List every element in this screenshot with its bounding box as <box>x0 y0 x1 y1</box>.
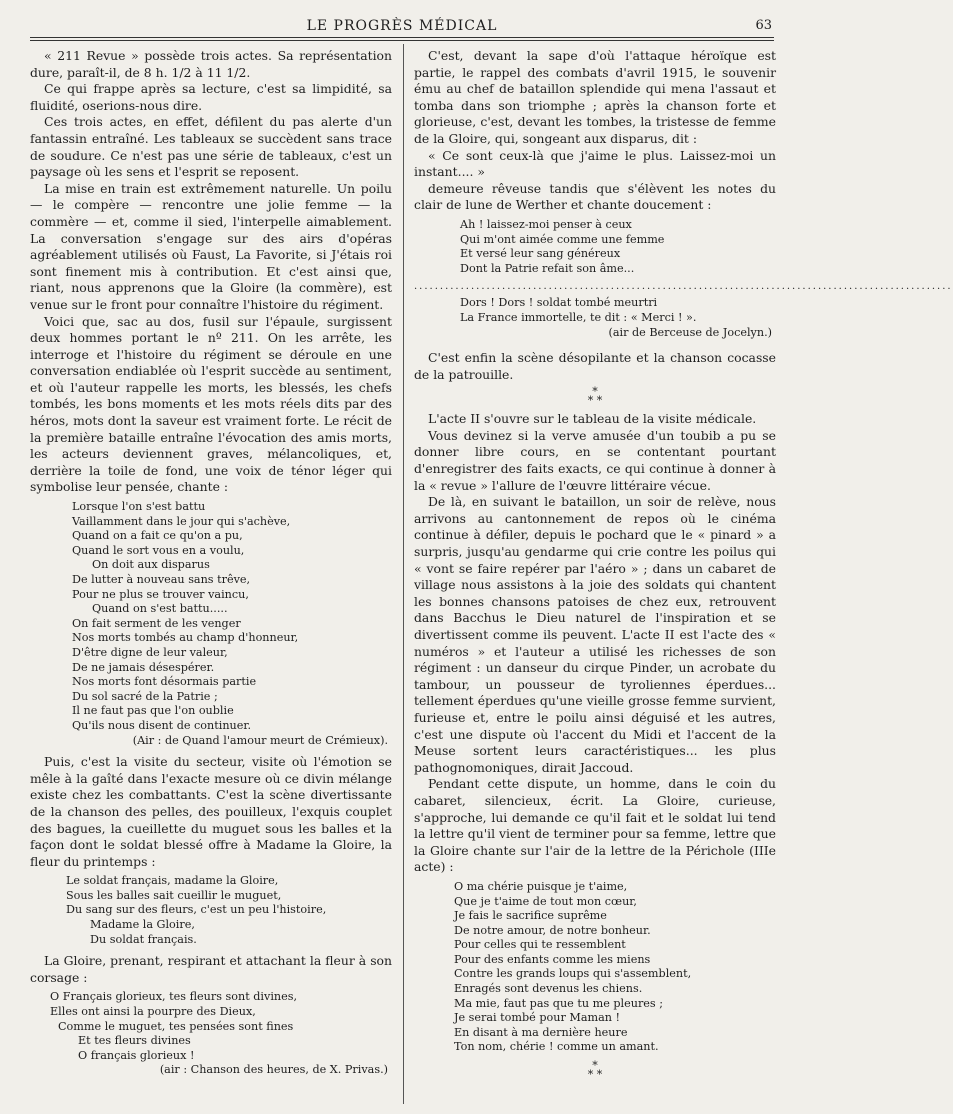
verse-line: Pour ne plus se trouver vaincu, <box>72 587 249 601</box>
verse-line: Le soldat français, madame la Gloire, <box>66 874 279 888</box>
verse-line: Qu'ils nous disent de continuer. <box>72 718 252 732</box>
verse-line: Je fais le sacrifice suprême <box>454 909 607 923</box>
paragraph: « Ce sont ceux-là que j'aime le plus. Laissez-moi un instant.... » <box>414 147 776 180</box>
right-column <box>414 48 953 1085</box>
verse-line: Il ne faut pas que l'on oublie <box>72 704 234 718</box>
verse-line: Ma mie, faut pas que tu me pleures ; <box>454 996 663 1010</box>
song-verse <box>30 874 392 947</box>
paragraph: Vous devinez si la verve amusée d'un toubib a pu se donner libre cours, en se contentant pourtant d'enregistrer des faits exacts, ce qui continue à donner à la « revue » l'allure de l'œuvre littéraire vécue. <box>414 427 776 493</box>
verse-line: Ton nom, chérie ! comme un amant. <box>454 1040 659 1054</box>
verse-line: Quand on a fait ce qu'on a pu, <box>72 529 243 543</box>
verse-line: Du sol sacré de la Patrie ; <box>72 689 218 703</box>
verse-line: Madame la Gloire, <box>90 918 195 932</box>
verse-line: Nos morts font désormais partie <box>72 675 257 689</box>
verse-line: O français glorieux ! <box>78 1048 195 1062</box>
paragraph: Pendant cette dispute, un homme, dans le coin du cabaret, silencieux, écrit. La Gloire, curieuse, s'approche, lui demande ce qu'il fait et le soldat lui tend la lettre qu'il vient de terminer pour sa femme, lettre que la Gloire chante sur l'air de la lettre de la Périchole (IIIe acte) : <box>414 776 776 875</box>
verse-source: (air : Chanson des heures, de X. Privas.) <box>159 1063 388 1077</box>
column-separator <box>403 44 404 1104</box>
paragraph: Ces trois actes, en effet, défilent du pas alerte d'un fantassin entraîné. Les tableaux se succèdent sans trace de soudure. Ce n'est pas une série de tableaux, c'est un paysage où les sens et l'esprit se reposent. <box>30 114 392 180</box>
verse-line: Quand on s'est battu..... <box>92 602 228 616</box>
verse-line: De lutter à nouveau sans trêve, <box>72 573 251 586</box>
verse-line: O ma chérie puisque je t'aime, <box>454 879 628 893</box>
song-verse <box>414 296 776 340</box>
verse-line: Contre les grands loups qui s'assemblent, <box>454 967 692 981</box>
verse-line: Pour celles qui te ressemblent <box>454 938 626 952</box>
verse-line: Pour des enfants comme les miens <box>454 952 651 966</box>
paragraph: La mise en train est extrêmement naturelle. Un poilu — le compère — rencontre une jolie femme — la commère — et, comme il sied, l'interpelle aimablement. La conversation s'engage sur des airs d'opéras agréablement utilisés où Faust, La Favorite, si J'étais roi sont finement mis à contribution. Et c'est ainsi que, riant, nous apprenons que la Gloire (la commère), est venue sur le front pour connaître l'histoire du régiment. <box>30 180 392 312</box>
verse-line: Du soldat français. <box>90 932 197 946</box>
section-asterism: * * * <box>587 1059 603 1082</box>
paragraph: Voici que, sac au dos, fusil sur l'épaule, surgissent deux hommes portant le nº 211. On les arrête, les interroge et l'histoire du régiment se déroule en une conversation endiablée où l'esprit succède au sentiment, et où l'auteur rappelle les morts, les blessés, les chefs tombés, les bons moments et les mots réels dits par des héros, mots dont la saveur est vraiment forte. Le récit de la première bataille entraîne l'évocation des amis morts, les acteurs deviennent graves, mélancoliques, et, derrière la toile de fond, une voix de ténor léger qui symbolise leur pensée, chante : <box>30 313 392 495</box>
journal-title: LE PROGRÈS MÉDICAL <box>306 18 498 34</box>
verse-line: Nos morts tombés au champ d'honneur, <box>72 631 299 645</box>
verse-line: Comme le muguet, tes pensées sont fines <box>58 1019 294 1033</box>
paragraph: « 211 Revue » possède trois actes. Sa représentation dure, paraît-il, de 8 h. 1/2 à 11 1/2. <box>30 48 392 80</box>
song-verse <box>414 218 776 276</box>
song-verse <box>30 990 392 1078</box>
verse-line: D'être digne de leur valeur, <box>72 645 228 659</box>
verse-line: Dont la Patrie refait son âme... <box>460 261 635 275</box>
paragraph: L'acte II s'ouvre sur le tableau de la visite médicale. <box>428 411 757 427</box>
verse-line: Que je t'aime de tout mon cœur, <box>454 894 637 908</box>
header-rule-top <box>30 37 774 38</box>
header-rule-bottom <box>30 40 774 41</box>
paragraph: Puis, c'est la visite du secteur, visite où l'émotion se mêle à la gaîté dans l'exacte mesure où ce divin mélange existe chez les combattants. C'est la scène divertissante de la chanson des pelles, des pouilleux, l'exquis couplet des bagues, la cueillette du muguet sous les balles et la façon dont le soldat blessé offre à Madame la Gloire, la fleur du printemps : <box>30 754 392 869</box>
verse-line: O Français glorieux, tes fleurs sont divines, <box>50 990 298 1004</box>
verse-line: De ne jamais désespérer. <box>72 660 215 674</box>
verse-line: Enragés sont devenus les chiens. <box>454 982 643 996</box>
verse-line: Vaillamment dans le jour qui s'achève, <box>72 514 291 528</box>
verse-line: En disant à ma dernière heure <box>454 1025 628 1039</box>
paragraph: demeure rêveuse tandis que s'élèvent les notes du clair de lune de Werther et chante doucement : <box>414 180 776 213</box>
verse-line: Je serai tombé pour Maman ! <box>454 1011 621 1025</box>
verse-line: On doit aux disparus <box>92 558 210 572</box>
verse-line: Du sang sur des fleurs, c'est un peu l'histoire, <box>66 903 327 917</box>
paragraph: De là, en suivant le bataillon, un soir de relève, nous arrivons au cantonnement de repos où le cinéma continue à défiler, depuis le pochard que le « pinard » a surpris, jusqu'au gendarme qui crie contre les poilus qui « vont se faire repérer par l'aéro » ; dans un cabaret de village nous assistons à la joie des soldats qui chantent les bonnes chansons patoises de chez eux, retrouvent dans Bacchus le Dieu naturel de l'inspiration et se divertissent comme ils peuvent. L'acte II est l'acte des « numéros » et l'auteur a utilisé les richesses de son régiment : un danseur du cirque Pinder, un acrobate du tambour, un pousseur de tyroliennes éperdues... tellement éperdues qu'une vieille grosse femme survient, furieuse et, entre le poilu ainsi déguisé et les autres, c'est une dispute où l'accent du Midi et l'accent de la Meuse sortent leurs caractéristiques... les plus pathognomoniques, dirait Jaccoud. <box>414 494 776 775</box>
verse-line: Et tes fleurs divines <box>78 1034 191 1048</box>
section-asterism: * * * <box>587 385 603 408</box>
page-number: 63 <box>755 18 772 33</box>
paragraph: La Gloire, prenant, respirant et attachant la fleur à son corsage : <box>30 953 392 985</box>
verse-line: Ah ! laissez-moi penser à ceux <box>460 217 632 231</box>
paragraph: C'est, devant la sape d'où l'attaque héroïque est partie, le rappel des combats d'avril 1915, le souvenir ému au chef de bataillon splendide qui mena l'assaut et tomba dans son triomphe ; après la chanson forte et glorieuse, c'est, devant les tombes, la tristesse de femme de la Gloire, qui, songeant aux disparus, dit : <box>414 48 776 146</box>
verse-line: Qui m'ont aimée comme une femme <box>460 232 665 246</box>
song-verse <box>414 880 776 1055</box>
verse-line: De notre amour, de notre bonheur. <box>454 923 651 937</box>
verse-line: La France immortelle, te dit : « Merci ! ». <box>460 310 697 324</box>
paragraph: Ce qui frappe après sa lecture, c'est sa limpidité, sa fluidité, oserions-nous dire. <box>30 81 392 113</box>
verse-source: (Air : de Quand l'amour meurt de Crémieux). <box>132 733 388 747</box>
verse-line: Dors ! Dors ! soldat tombé meurtri <box>460 296 658 310</box>
verse-line: Elles ont ainsi la pourpre des Dieux, <box>50 1005 256 1019</box>
verse-source: (air de Berceuse de Jocelyn.) <box>608 325 772 339</box>
verse-line: Sous les balles sait cueillir le muguet, <box>66 888 282 902</box>
verse-line: Lorsque l'on s'est battu <box>72 500 206 514</box>
verse-line: On fait serment de les venger <box>72 616 241 630</box>
left-column <box>30 48 392 1084</box>
verse-ellipsis-row: ........................................................................................................ <box>414 281 953 293</box>
song-verse <box>30 500 392 748</box>
verse-line: Quand le sort vous en a voulu, <box>72 543 245 557</box>
verse-line: Et versé leur sang généreux <box>460 247 621 261</box>
paragraph: C'est enfin la scène désopilante et la chanson cocasse de la patrouille. <box>414 350 776 382</box>
